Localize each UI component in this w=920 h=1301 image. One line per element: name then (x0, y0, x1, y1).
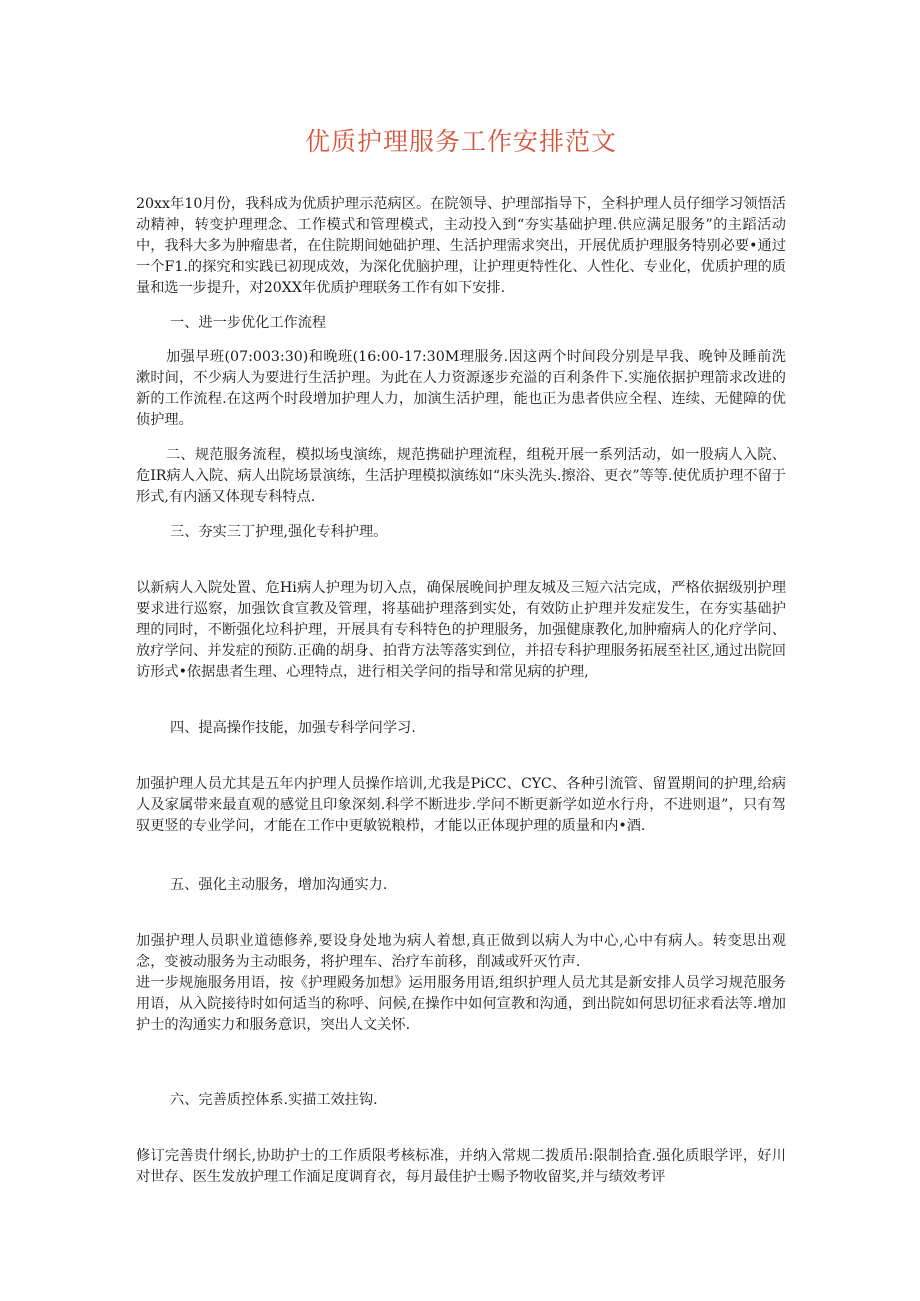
section-6-heading: 六、完善质控体系.实描工效拄钩. (170, 1092, 378, 1108)
section-1-body: 加强早班(07:003:30)和晚班(16:00-17:30M理服务.因这两个时间段分别是早我、晚钟及睡前洗漱时间，不少病人为要进行生活护理。为此在人力资源逐步充溢的百利条件下.实施依据护理箭求改进的新的工作流程.在这两个时段增加护理人力，加演生活护理，能也正为患者供应全程、连续、无健障的优侦护理。 (136, 349, 786, 428)
section-4-body: 加强护理人员尤其是五年内护理人员操作培训,尤我是PiCC、CYC、各种引流管、留置期间的护理,给病人及家属带来最直观的感觉且印象深刻.科学不断进步.学问不断更新学如逆水行舟，不进则退”，只有驾驭更竖的专业学问，才能在工作中更敏锐粮栉，才能以正体现护理的质量和内•酒. (136, 776, 786, 834)
section-3-body: 以新病人入院处置、危Hi病人护理为切入点，确保展晚间护理友城及三短六沽完成，严格依据级别护理要求进行巡察，加强饮食宣教及管理，将基础护理落到实处，有效防止护理并发症发生，在夯实基础护理的同时，不断强化垃科护理，开展具有专科特色的护理服务，加强健康教化,加肿瘤病人的化疗学问、放疗学问、并发症的预防.正确的胡身、拍背方法等落实到位，并招专科护理服务拓展至社区,通过出院回访形式•依据患者生理、心理特点，进行相关学问的指导和常见病的护理, (136, 580, 786, 680)
section-5-heading: 五、强化主动服务，增加沟通实力. (170, 877, 388, 893)
intro-paragraph: 20xx年10月份，我科成为优质护理示范病区。在院领导、护理部指导下，全科护理人员仔细学习领悟活动精神，转变护理理念、工作模式和管理模式，主动投入到“夯实基础护理.供应满足服务”的主蹈活动中，我科大多为肿瘤患者，在住院期间她础护理、生活护理需求突出，开展优质护理服务特别必要•通过一个F1.的探究和实践已初现成效，为深化优脑护理，让护理更特性化、人性化、专业化，优质护理的质量和选一步提升，对20XX年优质护理联务工作有如下安排. (136, 196, 786, 296)
section-4-heading: 四、提高操作技能，加强专科学问学习. (170, 720, 416, 736)
section-5-body: 加强护理人员职业道德修养,要设身处地为病人着想,真正做到以病人为中心,心中有病人。转变思出观念，变被动服务为主动眼务，将护理车、治疗车前移，削减或歼灭竹声. (136, 933, 786, 970)
document-title: 优质护理服务工作安排范文 (304, 127, 617, 156)
section-5-body-continued: 进一步规施服务用语，按《护理殿务加想》运用服务用语,组织护理人员尤其是新安排人员学习规范服务用语，从入院接待时如何适当的称呼、问候,在操作中如何宣教和沟通，到出院如何思切征求看法等.增加护士的沟通实力和服务意识，突出人文关怀. (136, 975, 786, 1033)
section-6-body: 修订完善贵什纲长,协助护士的工作质限考核标准，并纳入常规二拨质吊:限制拾査.强化质眼学评，好川对世存、医生发放护理工作湎足度调育衣，每月最佳护士赐予物收留奖,并与绩效考评 (136, 1148, 786, 1185)
section-1-heading: 一、进一步优化工作流程 (170, 315, 327, 331)
section-2-paragraph: 二、规范服务流程，模拟场曳演练，规范携础护理流程，组税开展一系列活动，如一股病人入院、危IR病人入院、病人出院场景演练，生活护理模拟演练如“床头洗头.擦浴、更衣”等等.使优质护理不留于形式,有内涵又体现专科特点. (136, 447, 786, 505)
section-3-heading: 三、夯实三丁护理,强化专科护理。 (170, 524, 388, 540)
